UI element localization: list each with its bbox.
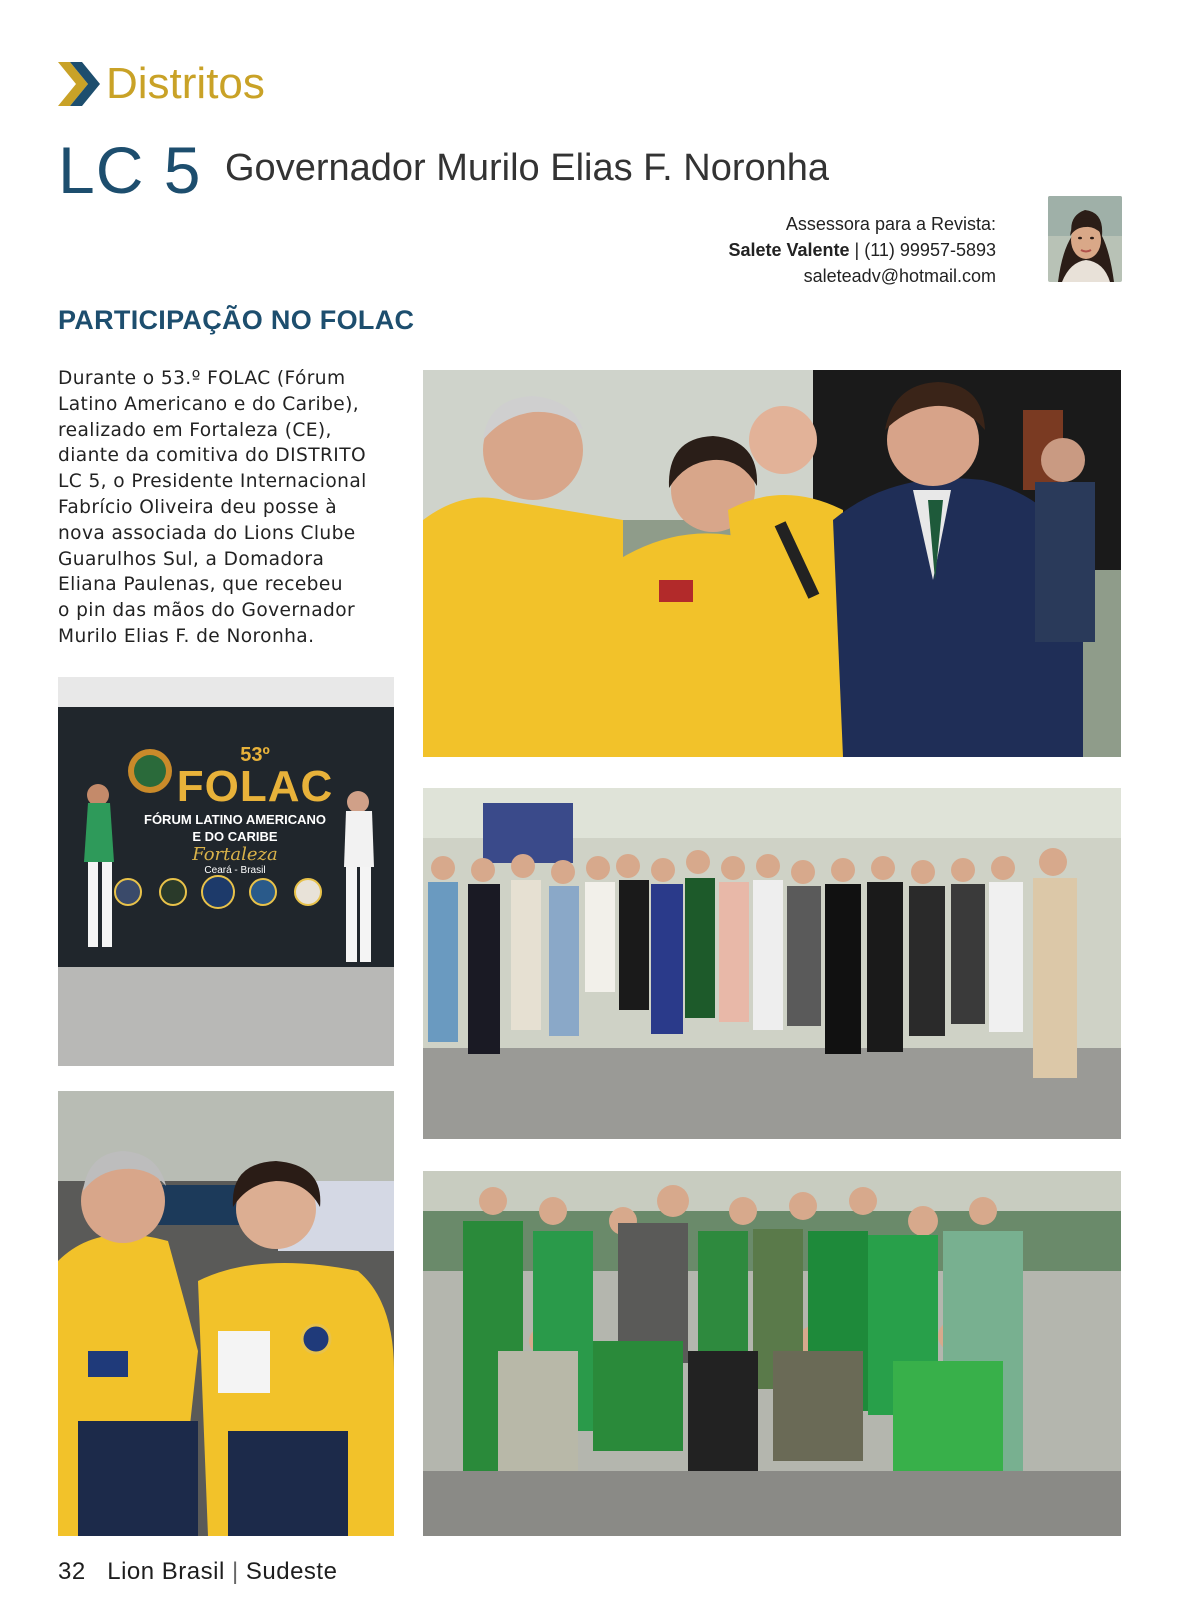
page-footer [58,1558,337,1586]
contact-email: saleteadv@hotmail.com [803,266,996,286]
article-title: PARTICIPAÇÃO NO FOLAC [58,305,415,335]
contact-separator: | [854,240,860,260]
banner-subtitle-1: FÓRUM LATINO AMERICANO [144,812,326,827]
publication-name: Lion Brasil [107,1558,225,1585]
district-code: LC 5 [58,133,202,207]
region-name: Sudeste [245,1558,338,1585]
photo-pin-closeup [58,1091,394,1536]
photo-folac-banner [58,677,394,1066]
contact-block [728,211,996,289]
contact-role: Assessora para a Revista: [785,214,996,234]
contact-line [728,237,996,263]
photo-pin-ceremony [423,370,1121,757]
banner-subtitle-2: E DO CARIBE [192,829,278,844]
governor-name: Governador Murilo Elias F. Noronha [225,147,830,189]
contact-phone: (11) 99957-5893 [864,240,996,260]
contact-name: Salete Valente [728,240,850,260]
banner-name: FOLAC [176,762,334,811]
footer-separator: | [231,1558,239,1585]
banner-edition: 53º [240,744,270,766]
banner-state: Ceará - Brasil [204,865,266,876]
chevron-right-icon [58,62,100,106]
contact-portrait-photo [1048,196,1122,282]
photo-group-green [423,1171,1121,1536]
page-number: 32 [58,1558,86,1585]
section-title: Distritos [106,59,265,108]
article-body: Durante o 53.º FOLAC (Fórum Latino Americano e do Caribe), realizado em Fortaleza (CE), diante da comitiva do DISTRITO LC 5, o Presidente Internacional Fabrício Oliveira deu posse à nova associada do Lions Clube Guarulhos Sul, a Domadora Eliana Paulenas, que recebeu o pin das mãos do Governador Murilo Elias F. de Noronha. [58,368,367,647]
photo-group-formal [423,788,1121,1139]
banner-city: Fortaleza [192,844,278,865]
